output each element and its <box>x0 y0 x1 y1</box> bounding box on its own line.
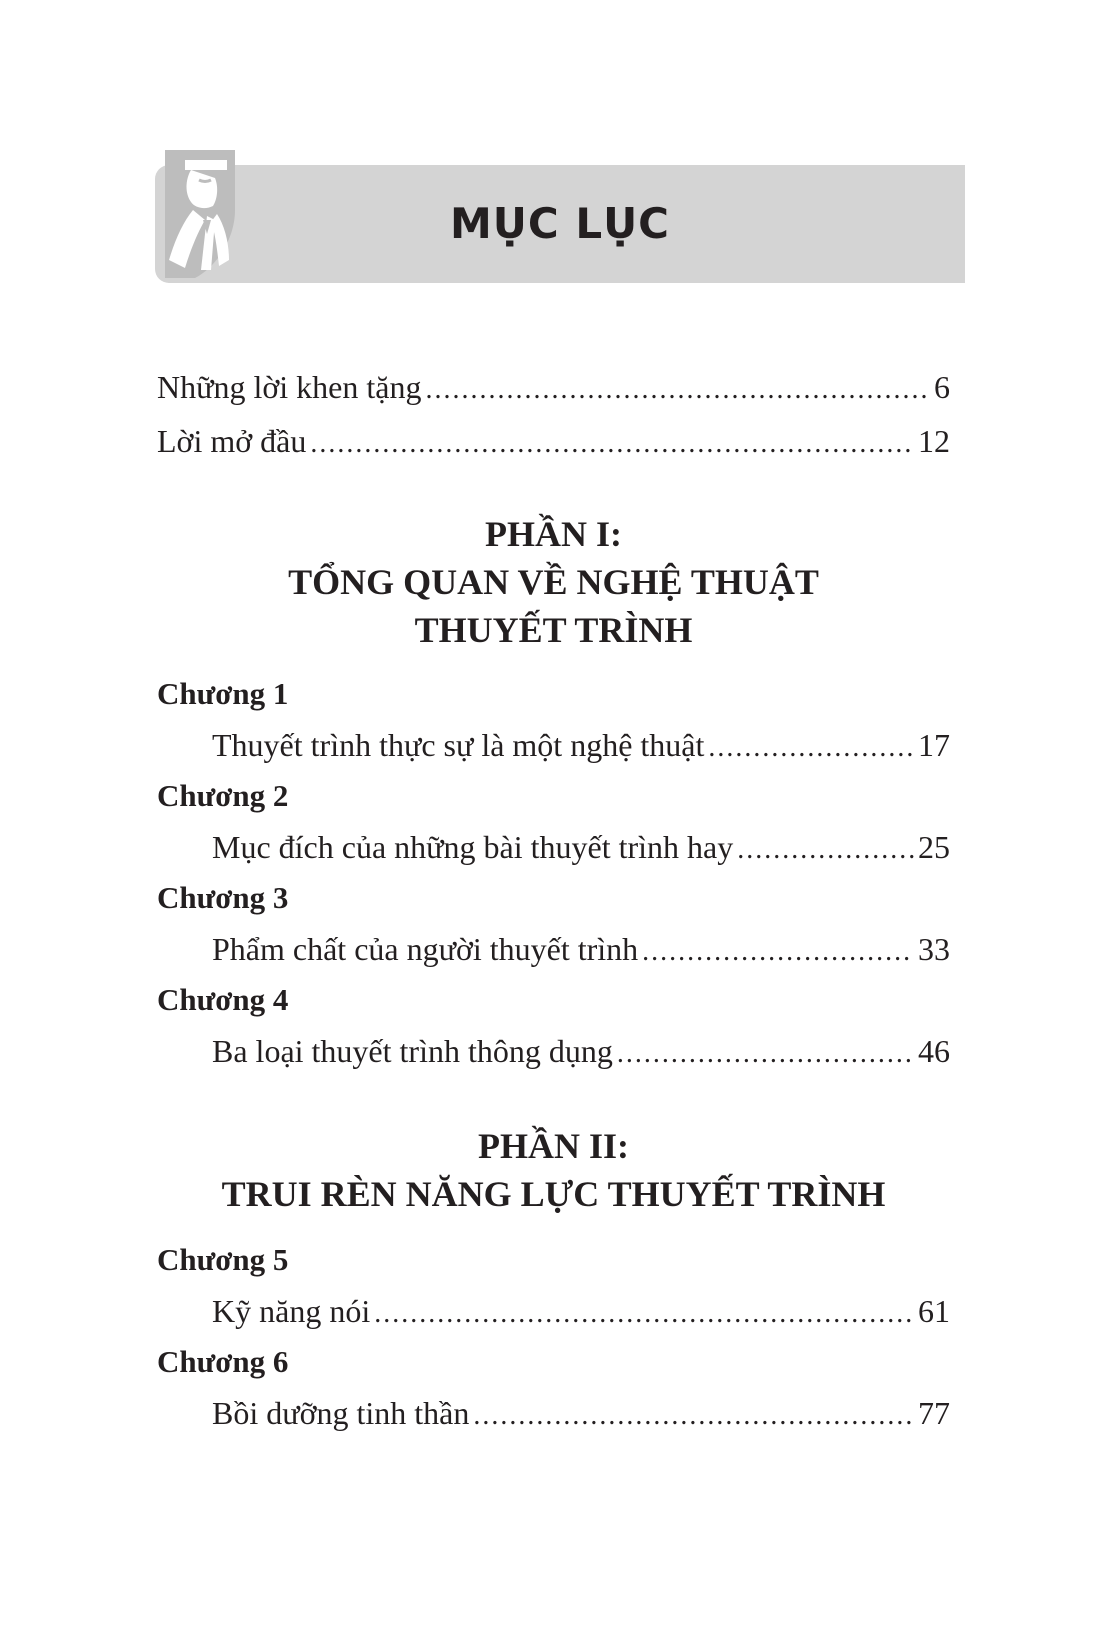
page-title: MỤC LỤC <box>449 199 671 248</box>
toc-entry-title: Những lời khen tặng <box>157 369 422 405</box>
toc-entry-title: Mục đích của những bài thuyết trình hay <box>212 829 734 865</box>
chapter-label: Chương 2 <box>157 778 289 813</box>
toc-entry-praise[interactable] <box>157 360 950 414</box>
chapter-label: Chương 4 <box>157 982 289 1017</box>
toc-entry-chapter-4[interactable] <box>157 1024 950 1078</box>
toc-entry-page: 25 <box>918 829 950 865</box>
dot-leader <box>473 1389 914 1443</box>
toc-entry-page: 17 <box>918 727 950 763</box>
part-heading-line: TỔNG QUAN VỀ NGHỆ THUẬT <box>288 562 819 602</box>
toc-entry-page: 46 <box>918 1033 950 1069</box>
dot-leader <box>374 1287 914 1341</box>
chapter-label: Chương 1 <box>157 676 289 711</box>
toc-entry-page: 77 <box>918 1395 950 1431</box>
toc-entry-chapter-3[interactable] <box>157 922 950 976</box>
toc-entry-chapter-2[interactable] <box>157 820 950 874</box>
toc-entry-title: Thuyết trình thực sự là một nghệ thuật <box>212 727 705 763</box>
toc-entry-page: 61 <box>918 1293 950 1329</box>
toc-entry-chapter-6[interactable] <box>157 1386 950 1440</box>
toc-entry-chapter-1[interactable] <box>157 718 950 772</box>
part-heading-line: TRUI RÈN NĂNG LỰC THUYẾT TRÌNH <box>221 1174 886 1214</box>
toc-entry-page: 6 <box>934 369 950 405</box>
dot-leader <box>642 925 914 979</box>
part-heading-line: THUYẾT TRÌNH <box>414 610 693 650</box>
chapter-label: Chương 3 <box>157 880 289 915</box>
chapter-label: Chương 5 <box>157 1242 289 1277</box>
toc-entry-chapter-5[interactable] <box>157 1284 950 1338</box>
toc-entry-title: Kỹ năng nói <box>212 1293 371 1329</box>
toc-entry-page: 12 <box>918 423 950 459</box>
dot-leader <box>310 417 914 471</box>
toc-entry-title: Lời mở đầu <box>157 423 307 459</box>
part-heading-line: PHẦN I: <box>485 514 622 554</box>
part-2-heading <box>157 1122 950 1218</box>
table-of-contents <box>157 360 950 1440</box>
toc-entry-preface[interactable] <box>157 414 950 468</box>
toc-entry-page: 33 <box>918 931 950 967</box>
part-1-heading <box>157 510 950 654</box>
toc-entry-title: Ba loại thuyết trình thông dụng <box>212 1033 613 1069</box>
chapter-label: Chương 6 <box>157 1344 289 1379</box>
toc-entry-title: Phẩm chất của người thuyết trình <box>212 931 639 967</box>
toc-entry-title: Bồi dưỡng tinh thần <box>212 1395 470 1431</box>
dot-leader <box>425 363 930 417</box>
part-heading-line: PHẦN II: <box>478 1126 629 1166</box>
dot-leader <box>617 1027 914 1081</box>
dot-leader <box>708 721 914 775</box>
dot-leader <box>737 823 914 877</box>
